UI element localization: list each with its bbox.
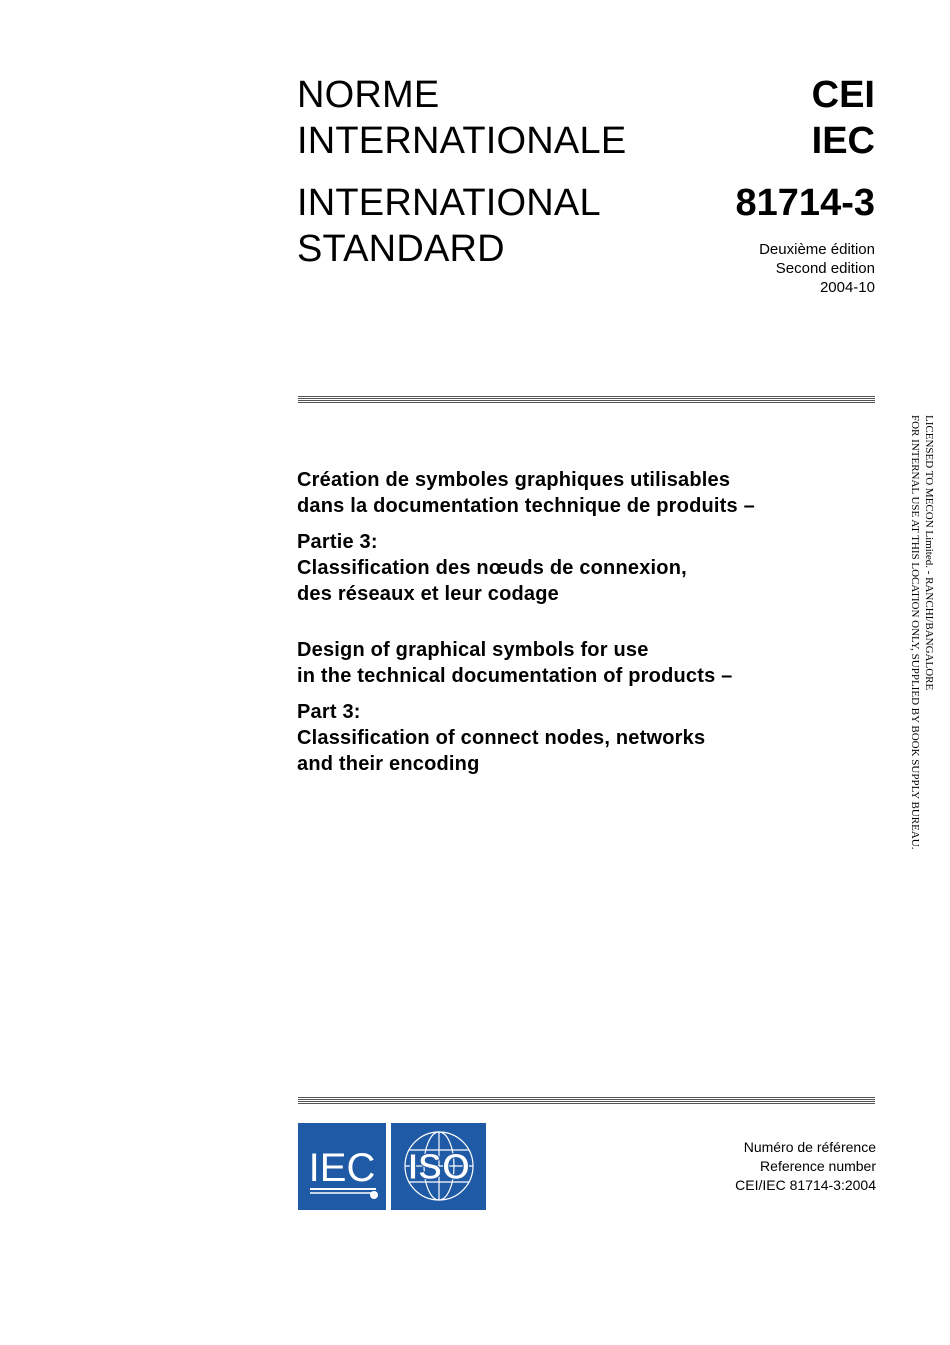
en-main-title-line-1: Design of graphical symbols for use [297, 639, 649, 661]
license-watermark [908, 415, 938, 935]
iec-logo-text: IEC [308, 1146, 376, 1190]
top-divider [298, 396, 875, 404]
fr-main-title-line-2: dans la documentation technique de produits – [297, 495, 755, 517]
edition-en: Second edition [775, 260, 875, 277]
reference-value: CEI/IEC 81714-3:2004 [735, 1177, 876, 1193]
fr-main-title-line-1: Création de symboles graphiques utilisables [297, 469, 731, 491]
en-part-line-2: Classification of connect nodes, networks [297, 727, 706, 749]
titles-block [297, 467, 877, 777]
bottom-divider [298, 1097, 875, 1105]
edition-block [625, 240, 875, 297]
iso-logo [391, 1123, 486, 1210]
watermark-line-1: LICENSED TO MECON Limited. - RANCHI/BANGALORE [923, 415, 935, 691]
reference-label-en: Reference number [760, 1158, 876, 1174]
en-part-line-3: and their encoding [297, 753, 480, 775]
edition-fr: Deuxième édition [759, 241, 875, 258]
org-en: IEC [811, 120, 875, 162]
org-fr: CEI [811, 74, 875, 116]
title-en-line-1: INTERNATIONAL [297, 182, 601, 224]
reference-number-block [576, 1138, 876, 1195]
iec-iso-logos [298, 1123, 488, 1210]
fr-part-line-1: Partie 3: [297, 531, 378, 553]
watermark-line-2: FOR INTERNAL USE AT THIS LOCATION ONLY, SUPPLIED BY BOOK SUPPLY BUREAU. [909, 415, 921, 850]
title-fr-line-2: INTERNATIONALE [297, 120, 627, 162]
fr-part-line-3: des réseaux et leur codage [297, 583, 559, 605]
reference-label-fr: Numéro de référence [743, 1139, 876, 1155]
en-main-title-line-2: in the technical documentation of products – [297, 665, 733, 687]
standard-number: 81714-3 [735, 182, 875, 224]
iso-logo-text: ISO [407, 1146, 471, 1187]
title-fr-line-1: NORME [297, 74, 440, 116]
edition-date: 2004-10 [819, 279, 875, 296]
title-en-line-2: STANDARD [297, 228, 505, 270]
fr-part-line-2: Classification des nœuds de connexion, [297, 557, 687, 579]
en-part-line-1: Part 3: [297, 701, 361, 723]
standard-id-block [625, 72, 875, 297]
iec-logo [298, 1123, 386, 1210]
